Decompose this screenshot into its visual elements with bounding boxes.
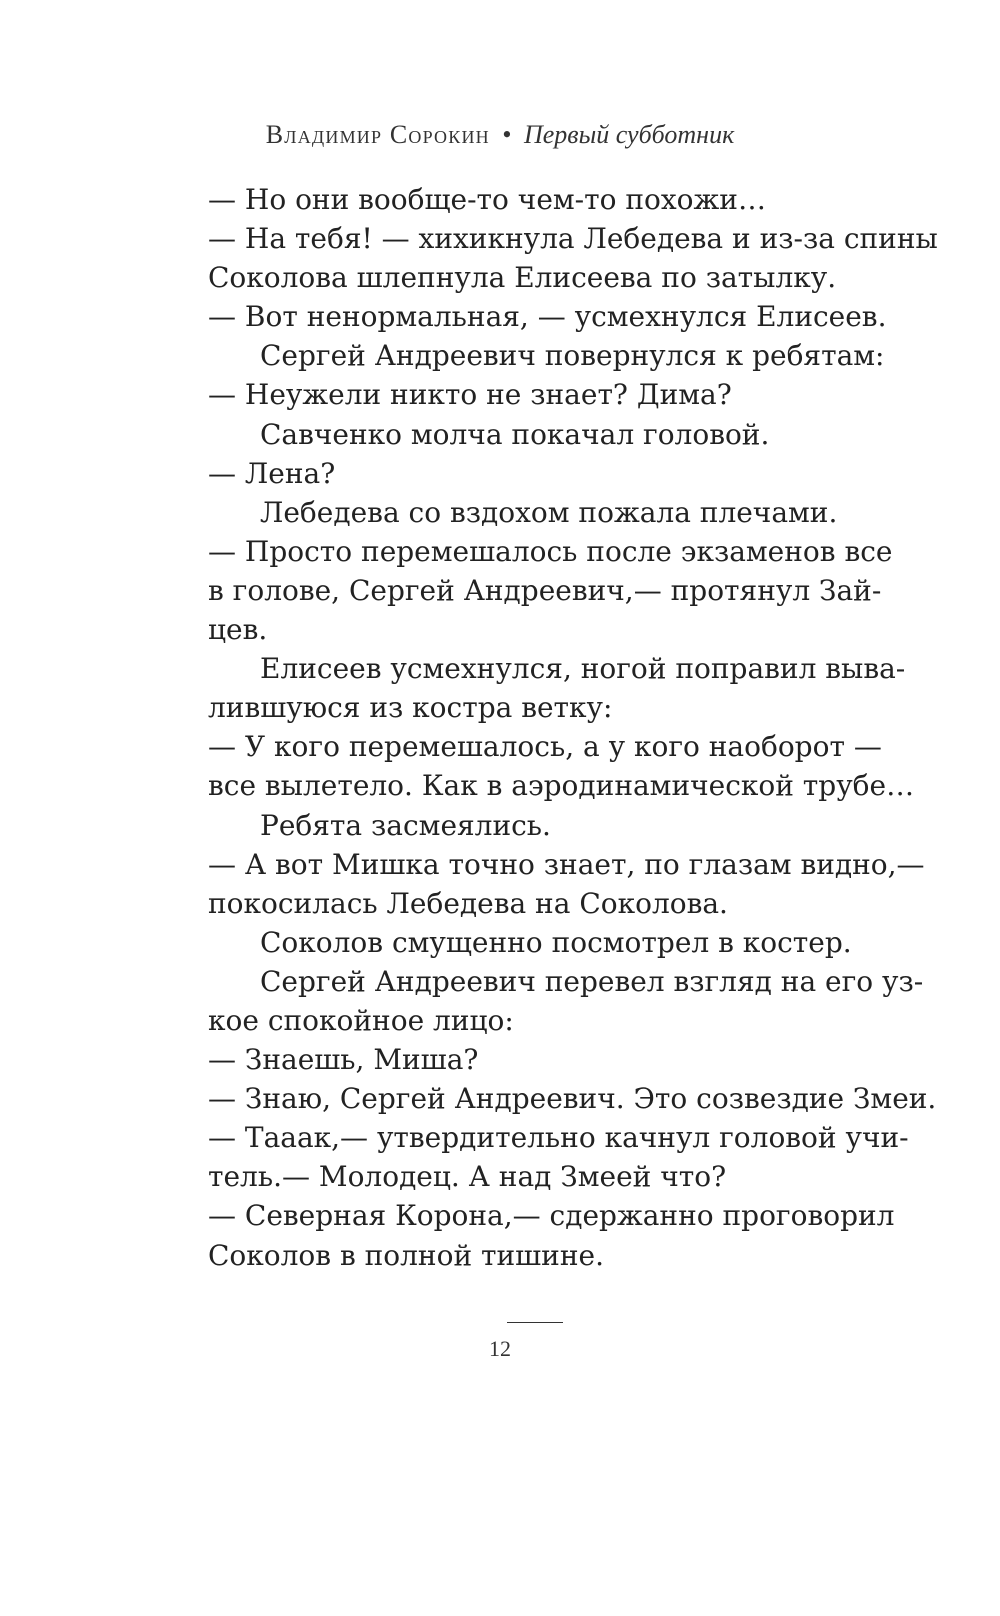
body-text: [208, 180, 938, 1275]
text-line: Ребята засмеялись.: [260, 808, 551, 842]
text-line: — Северная Корона,— сдержанно проговорил: [208, 1199, 895, 1233]
text-line: — Лена?: [208, 456, 336, 490]
text-line: — У кого перемешалось, а у кого наоборот —: [208, 730, 882, 764]
text-line: — Вот ненормальная, — усмехнулся Елисеев.: [208, 300, 887, 334]
running-head-author: Владимир Сорокин: [265, 120, 490, 149]
text-line: покосилась Лебедева на Соколова.: [208, 886, 728, 920]
text-line: Лебедева со вздохом пожала плечами.: [260, 495, 838, 529]
text-line: — Знаешь, Миша?: [208, 1043, 479, 1077]
text-line: — Неужели никто не знает? Дима?: [208, 378, 732, 412]
running-head-separator: •: [502, 120, 512, 149]
text-line: — А вот Мишка точно знает, по глазам видно,—: [208, 847, 925, 881]
text-line: Соколов в полной тишине.: [208, 1238, 604, 1272]
text-line: Савченко молча покачал головой.: [260, 417, 770, 451]
text-line: кое спокойное лицо:: [208, 1003, 514, 1037]
text-line: Соколова шлепнула Елисеева по затылку.: [208, 261, 837, 295]
text-line: — Знаю, Сергей Андреевич. Это созвездие Змеи.: [208, 1082, 937, 1116]
text-line: Сергей Андреевич перевел взгляд на его уз-: [260, 964, 924, 998]
text-line: цев.: [208, 613, 268, 647]
folio-rule: [507, 1322, 563, 1323]
text-line: — На тебя! — хихикнула Лебедева и из-за спины: [208, 222, 938, 256]
text-line: в голове, Сергей Андреевич,— протянул Зай-: [208, 573, 882, 607]
text-line: тель.— Молодец. А над Змеей что?: [208, 1160, 727, 1194]
text-line: — Тааак,— утвердительно качнул головой учи-: [208, 1121, 909, 1155]
text-line: лившуюся из костра ветку:: [208, 691, 613, 725]
text-line: Соколов смущенно посмотрел в костер.: [260, 925, 852, 959]
running-head-title: Первый субботник: [523, 120, 735, 149]
text-line: Елисеев усмехнулся, ногой поправил выва-: [260, 652, 906, 686]
text-line: все вылетело. Как в аэродинамической трубе…: [208, 769, 915, 803]
text-line: — Но они вообще-то чем-то похожи…: [208, 183, 766, 216]
page-number: 12: [489, 1336, 511, 1361]
text-line: — Просто перемешалось после экзаменов все: [208, 534, 893, 568]
text-line: Сергей Андреевич повернулся к ребятам:: [260, 339, 885, 373]
running-head: [0, 120, 1000, 150]
